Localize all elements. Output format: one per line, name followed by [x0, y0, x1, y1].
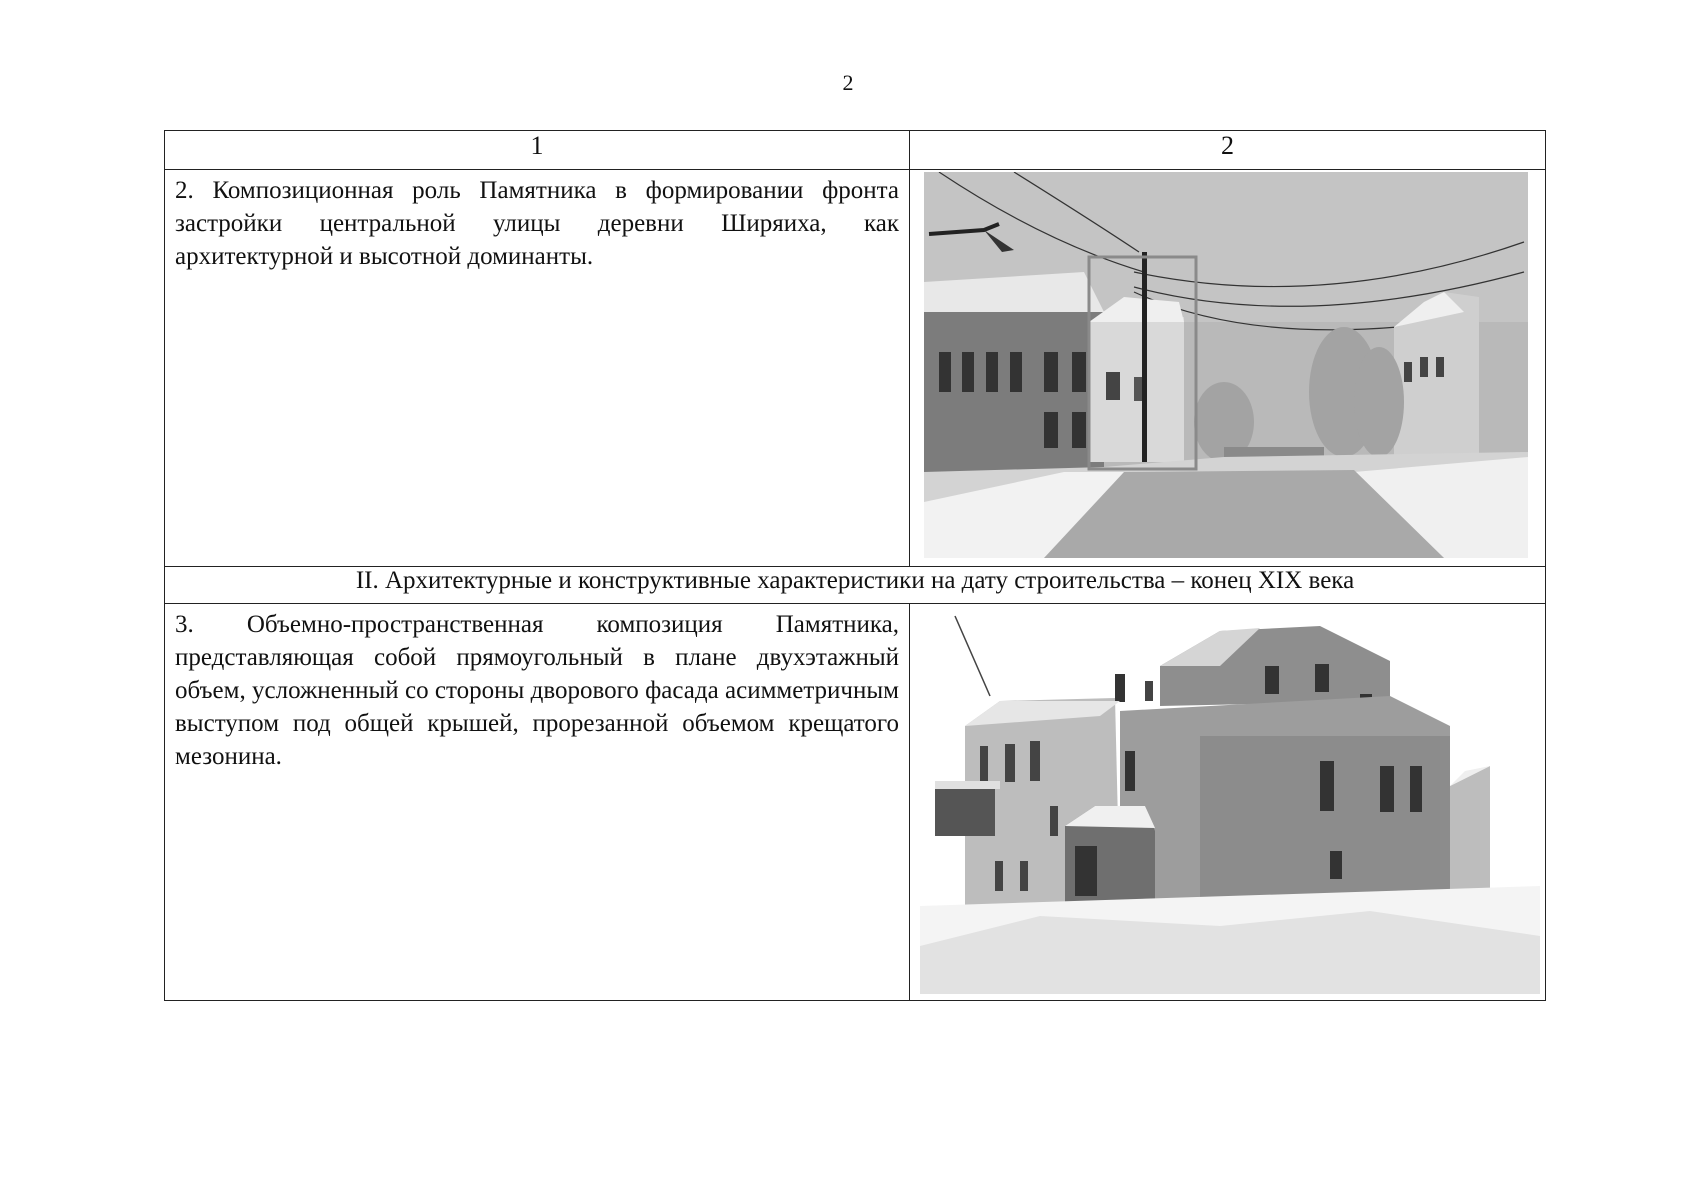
building-photo: [920, 606, 1540, 994]
description-table: [164, 130, 1546, 1001]
table-row: [165, 170, 1546, 567]
page-number: 2: [842, 70, 854, 95]
table-header-row: [165, 131, 1546, 170]
row-description: 2. Композиционная роль Памятника в формировании фронта застройки центральной улицы деревни Ширяиха, как архитектурной и высотной доминанты.: [175, 177, 899, 270]
column-header-1: 1: [165, 131, 910, 170]
row-description: 3. Объемно-пространственная композиция Памятника, представляющая собой прямоугольный в плане двухэтажный объем, усложненный со стороны дворового фасада асимметричным выступом под общей крышей, прорезанной объемом крещатого мезонина.: [175, 611, 899, 770]
table-row: [165, 604, 1546, 1001]
section-heading: II. Архитектурные и конструктивные характеристики на дату строительства – конец XIX века: [165, 567, 1546, 604]
street-view-photo: [924, 172, 1528, 558]
section-heading-row: [165, 567, 1546, 604]
column-header-2: 2: [910, 131, 1546, 170]
